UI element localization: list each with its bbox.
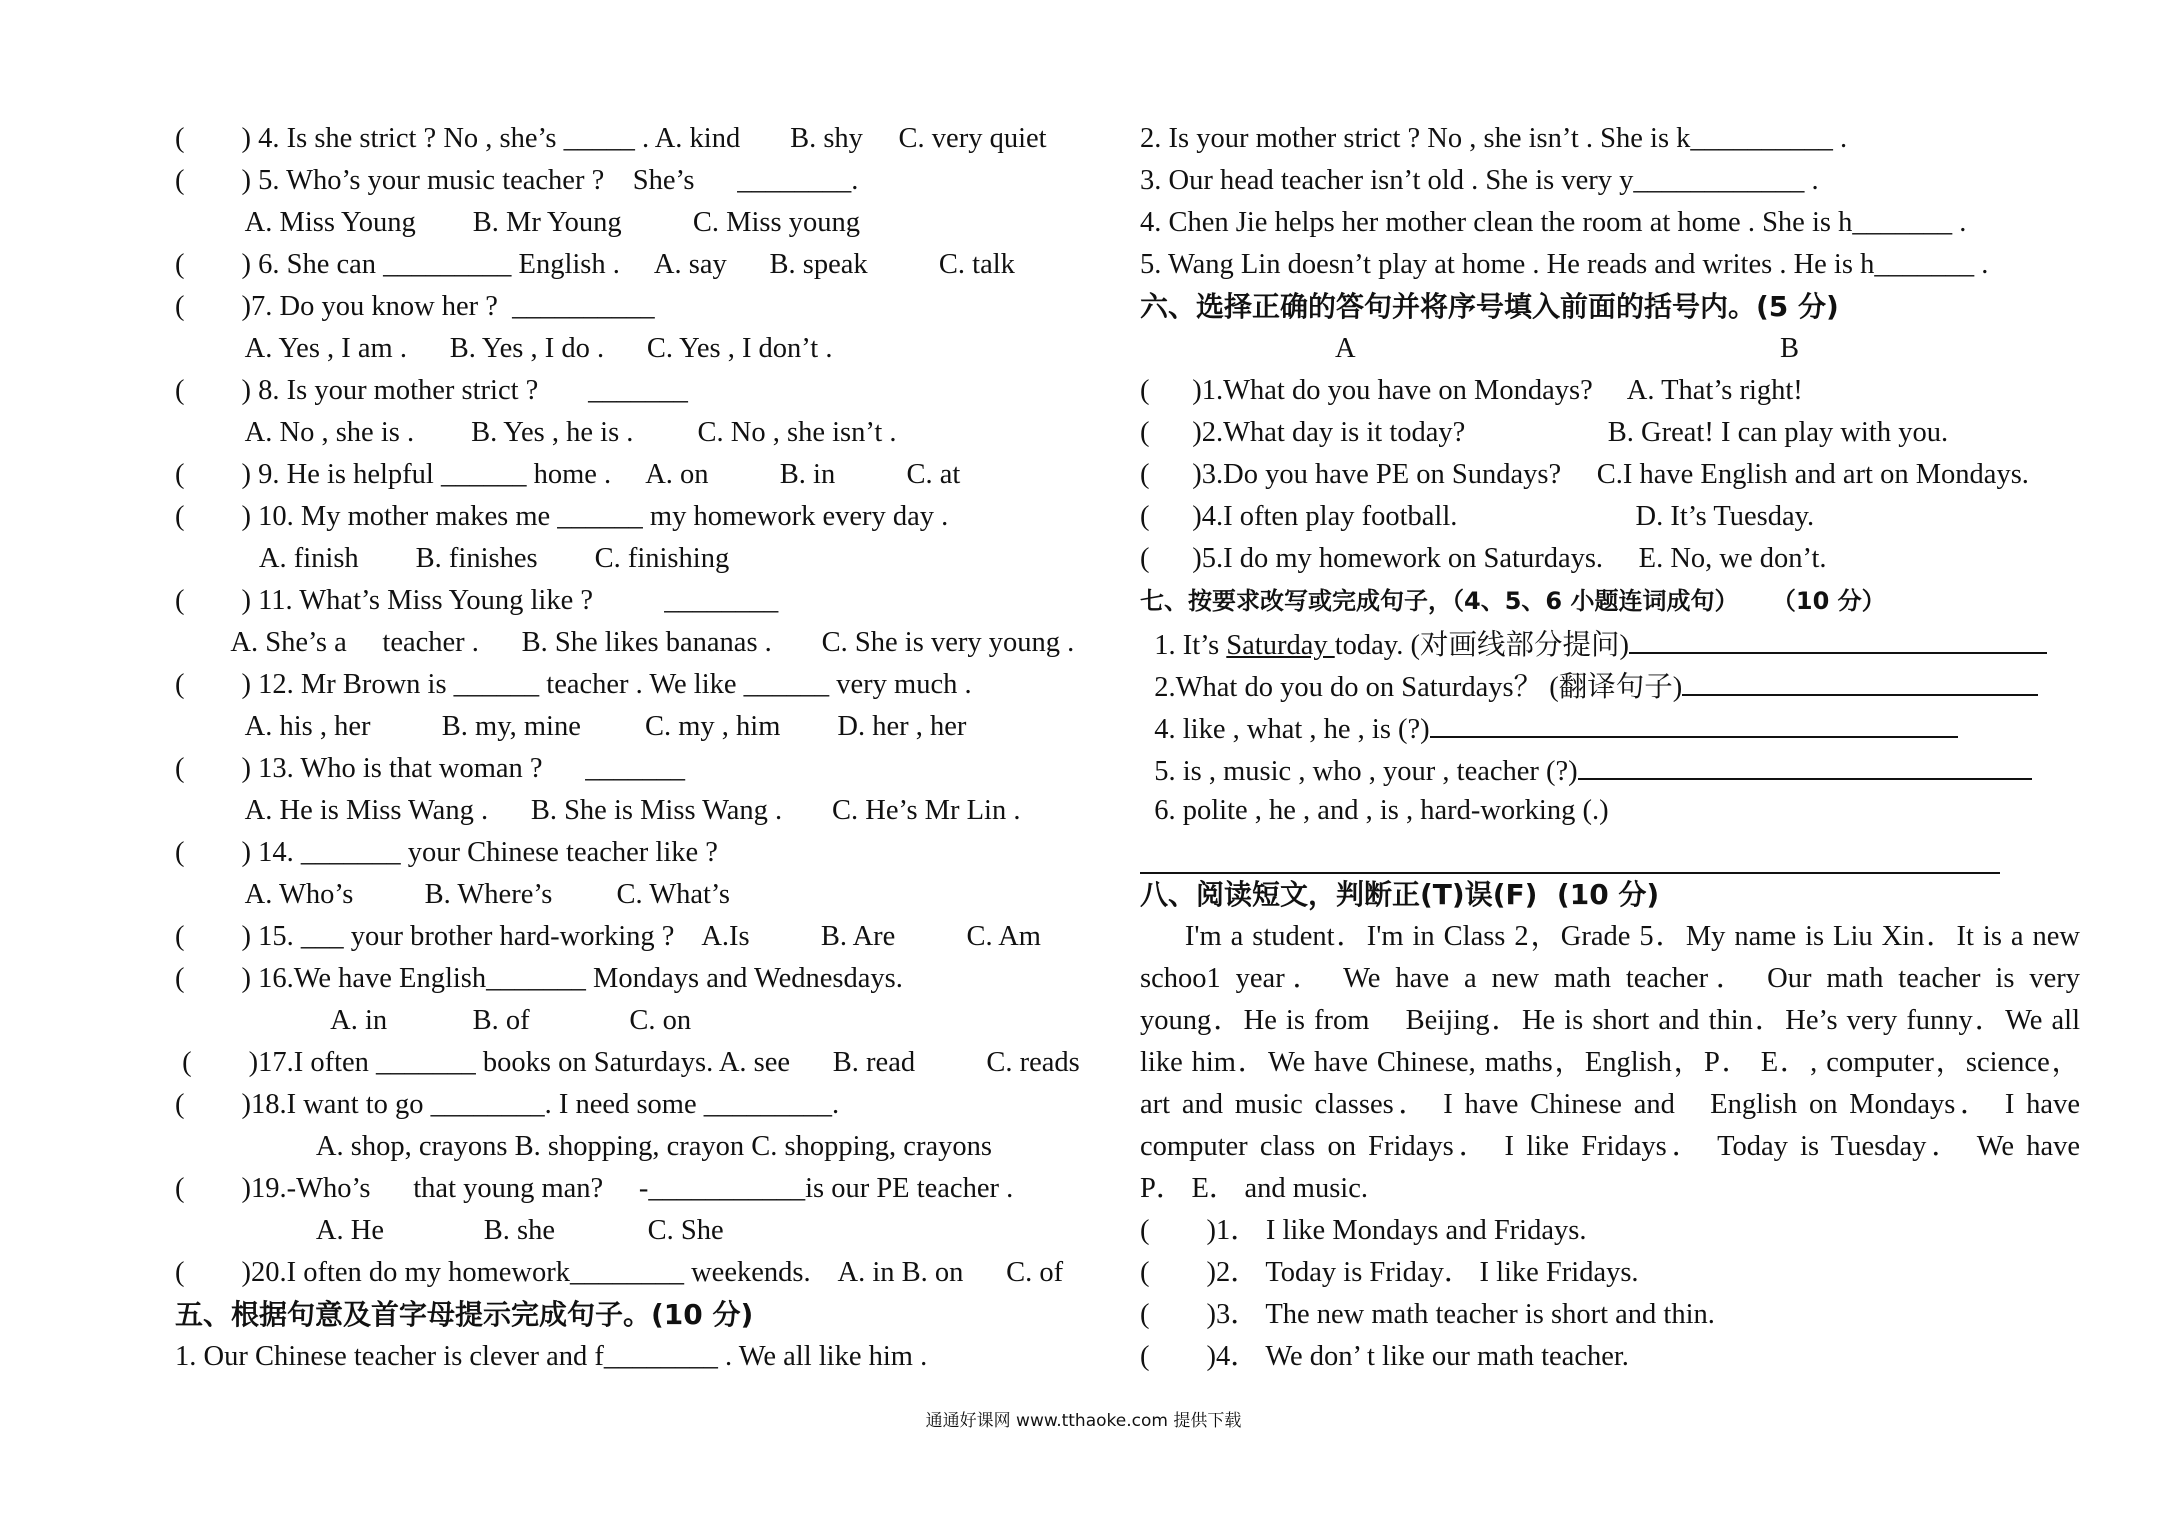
question-14-options: A. Who’s B. Where’s C. What’s [175, 879, 730, 910]
question-15: ( ) 15. ___ your brother hard-working ? A.Is B. Are C. Am [175, 921, 1041, 952]
item-2-text: 2.What do you do on Saturdays？ (翻译句子) [1140, 672, 1683, 703]
question-19-options: A. He B. she C. She [175, 1215, 724, 1246]
true-false-item-3: ( )3． The new math teacher is short and thin. [1140, 1299, 1715, 1330]
section-6-item-3: ( )3.Do you have PE on Sundays? C.I have English and art on Mondays. [1140, 459, 2029, 490]
column-a-label: A [1335, 333, 1356, 364]
section-5-item-2: 2. Is your mother strict ? No , she isn’t . She is k__________ . [1140, 123, 1848, 154]
true-false-item-2: ( )2． Today is Friday． I like Fridays. [1140, 1257, 1639, 1288]
question-8-options: A. No , she is . B. Yes , he is . C. No , she isn’t . [175, 417, 897, 448]
section-6-heading: 六、选择正确的答句并将序号填入前面的括号内。(5 分) [1140, 290, 1839, 323]
right-column [1140, 118, 2080, 1378]
section-7-item-4 [1140, 706, 2080, 748]
section-7-item-5 [1140, 748, 2080, 790]
question-9: ( ) 9. He is helpful ______ home . A. on B. in C. at [175, 459, 961, 490]
answer-line [1430, 706, 1958, 738]
section-5-item-4: 4. Chen Jie helps her mother clean the room at home . She is h_______ . [1140, 207, 1967, 238]
question-10: ( ) 10. My mother makes me ______ my homework every day . [175, 501, 949, 532]
footer-credit: 通通好课网 www.tthaoke.com 提供下载 [925, 1411, 1242, 1431]
question-13-options: A. He is Miss Wang . B. She is Miss Wang . C. He’s Mr Lin . [175, 795, 1021, 826]
question-7-options: A. Yes , I am . B. Yes , I do . C. Yes , I don’t . [175, 333, 833, 364]
question-5-options: A. Miss Young B. Mr Young C. Miss young [175, 207, 860, 238]
passage-line: computer class on Fridays． I like Fridays． Today is Tuesday． We have [1140, 1131, 2080, 1162]
section-6-item-5: ( )5.I do my homework on Saturdays. E. No, we don’t. [1140, 543, 1827, 574]
question-12: ( ) 12. Mr Brown is ______ teacher . We like ______ very much . [175, 669, 972, 700]
answer-line [1140, 832, 2000, 874]
answer-line [1629, 622, 2047, 654]
question-6: ( ) 6. She can _________ English . A. say B. speak C. talk [175, 249, 1015, 280]
question-18: ( )18.I want to go ________. I need some _________. [175, 1089, 840, 1120]
section-6-item-1: ( )1.What do you have on Mondays? A. That’s right! [1140, 375, 1803, 406]
item-4-text: 4. like , what , he , is (?) [1140, 714, 1430, 745]
section-6-item-2: ( )2.What day is it today? B. Great! I can play with you. [1140, 417, 1949, 448]
question-17: ( )17.I often _______ books on Saturdays. A. see B. read C. reads [175, 1047, 1080, 1078]
passage-line: P． E． and music. [1140, 1173, 1368, 1204]
item-1-suffix: today. (对画线部分提问) [1334, 630, 1629, 661]
answer-line [1578, 748, 2032, 780]
question-16-options: A. in B. of C. on [175, 1005, 692, 1036]
true-false-item-1: ( )1． I like Mondays and Fridays. [1140, 1215, 1587, 1246]
question-11: ( ) 11. What’s Miss Young like ? ________ [175, 585, 779, 616]
underlined-word: Saturday [1226, 630, 1335, 661]
question-10-options: A. finish B. finishes C. finishing [175, 543, 730, 574]
section-8-heading: 八、阅读短文，判断正(T)误(F) (10 分) [1140, 878, 1660, 911]
section-7-heading: 七、按要求改写或完成句子，（4、5、6 小题连词成句） （10 分） [1140, 587, 1886, 615]
question-16: ( ) 16.We have English_______ Mondays and Wednesdays. [175, 963, 903, 994]
question-19: ( )19.-Who’s that young man? -___________is our PE teacher . [175, 1173, 1014, 1204]
item-5-text: 5. is , music , who , your , teacher (?) [1140, 756, 1578, 787]
passage-line: like him．We have Chinese, maths，English，P． E．, computer，science， [1140, 1047, 2080, 1078]
section-5-heading: 五、根据句意及首字母提示完成句子。(10 分) [175, 1298, 754, 1331]
question-14: ( ) 14. _______ your Chinese teacher like ? [175, 837, 718, 868]
question-18-options: A. shop, crayons B. shopping, crayon C. shopping, crayons [175, 1131, 992, 1162]
section-7-item-2 [1140, 664, 2080, 706]
question-12-options: A. his , her B. my, mine C. my , him D. her , her [175, 711, 967, 742]
question-8: ( ) 8. Is your mother strict ? _______ [175, 375, 688, 406]
question-5: ( ) 5. Who’s your music teacher ? She’s ________. [175, 165, 859, 196]
question-13: ( ) 13. Who is that woman ? _______ [175, 753, 686, 784]
question-11-options: A. She’s a teacher . B. She likes bananas . C. She is very young . [175, 627, 1075, 658]
question-20: ( )20.I often do my homework________ weekends. A. in B. on C. of [175, 1257, 1064, 1288]
section-6-column-headers [1140, 328, 2080, 370]
question-4: ( ) 4. Is she strict ? No , she’s _____ . A. kind B. shy C. very quiet [175, 123, 1047, 154]
question-7: ( )7. Do you know her ? __________ [175, 291, 655, 322]
passage-line: art and music classes． I have Chinese and English on Mondays． I have [1140, 1089, 2080, 1120]
item-1-prefix: 1. It’s [1140, 630, 1227, 661]
section-5-item-5: 5. Wang Lin doesn’t play at home . He reads and writes . He is h_______ . [1140, 249, 1989, 280]
section-5-item-3: 3. Our head teacher isn’t old . She is very y____________ . [1140, 165, 1819, 196]
left-column [175, 118, 1125, 1378]
answer-line [1682, 664, 2038, 696]
section-5-item-1: 1. Our Chinese teacher is clever and f________ . We all like him . [175, 1341, 928, 1372]
section-7-item-1 [1140, 622, 2080, 664]
passage-line: young．He is from Beijing．He is short and thin．He’s very funny．We all [1140, 1005, 2080, 1036]
section-7-item-6: 6. polite , he , and , is , hard-working (.) [1140, 795, 1609, 826]
column-b-label: B [1780, 333, 1800, 364]
section-6-item-4: ( )4.I often play football. D. It’s Tuesday. [1140, 501, 1815, 532]
passage-line: I'm a student．I'm in Class 2，Grade 5．My name is Liu Xin．It is a new [1140, 921, 2080, 952]
true-false-item-4: ( )4． We don’ t like our math teacher. [1140, 1341, 1629, 1372]
passage-line: schoo1 year． We have a new math teacher． Our math teacher is very [1140, 963, 2080, 994]
